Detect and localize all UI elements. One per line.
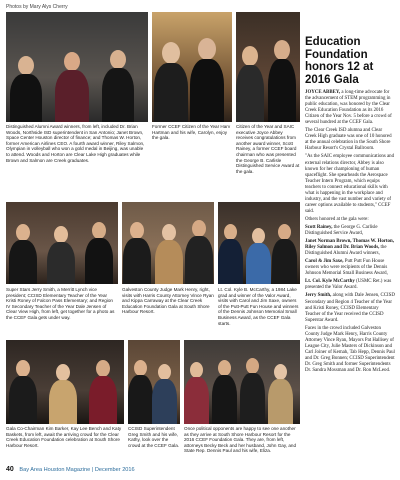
article-paragraph xyxy=(305,217,395,223)
paragraph-lead: Jerry Smith, xyxy=(305,293,332,299)
caption-super-stars: Super Stars Jerry Smith, a Merritt Lynch vice president; CCISD Elementary Teacher of the Year Kristi Roney of Falcon Pass Elementary; and Region IV Secondary Teacher of the Year Dale Jensen of Clear View High, from left, get together for a photo as the CCEF Gala gets under way. xyxy=(6,287,115,320)
article-paragraph xyxy=(305,90,395,126)
photo-hartman-couple xyxy=(152,12,232,122)
paragraph-text: Others honored at the gala were: xyxy=(305,216,369,222)
footer-separator: | xyxy=(91,467,94,473)
article-paragraph xyxy=(305,326,395,374)
photo-super-stars xyxy=(6,202,118,284)
paragraph-lead: JOYCE ABBEY, xyxy=(305,90,341,95)
paragraph-text: along with Dale Jensen, CCISD Secondary and Region 4 Teacher of the Year and Kristi Roney, CCISD Elementary Teacher of the Year received the CCISD Superstar Award. xyxy=(305,293,395,323)
photo-gala-co-chairmen xyxy=(6,340,124,424)
caption-hartman-couple: Former CCEF Citizen of the Year Harv Hartman and his wife, Carolyn, enjoy the gala. xyxy=(152,124,231,141)
page-footer xyxy=(6,466,135,473)
article-paragraph xyxy=(305,225,395,237)
article-body xyxy=(305,90,395,374)
paragraph-text: "As the SAIC employee communications and external relations director, Abbey is also known for her championing of human spaceflight. She spearheads the Aerospace Teacher Intern Program, which equips teachers to connect educational skills with what is happening in the workplace and industry, and the vast number and variety of career options available to students," CCEF said. xyxy=(305,154,395,214)
photo-political-opponents xyxy=(184,340,300,424)
article-paragraph xyxy=(305,259,395,277)
article-paragraph xyxy=(305,293,395,323)
paragraph-text: The Clear Creek ISD alumna and Clear Creek High graduate was one of 10 honored at the annual celebration in the South Shore Harbour Resort's Crystal Ballroom. xyxy=(305,128,392,152)
photo-smith-couple xyxy=(128,340,180,424)
paragraph-lead: Scott Rainey, xyxy=(305,224,333,230)
paragraph-lead: Carol & Jim Saxe, xyxy=(305,259,344,265)
paragraph-text: the George G. Carlisle Distinguished Service Award, xyxy=(305,224,378,237)
article-paragraph xyxy=(305,279,395,291)
photo-alumni-award-winners xyxy=(6,12,148,122)
caption-abbey-rainey: Citizen of the Year and SAIC executive Joyce Abbey receives congratulations from another award winner, Scott Rainey, a former CCEF board chairman who was presented the George B. Carlisle Distinguished Service Award at the gala. xyxy=(236,124,300,174)
page-number: 40 xyxy=(6,466,14,473)
paragraph-text: the Distinguished Alumni Award winners, xyxy=(305,245,387,257)
caption-mccarthy-saxe: Lt. Col. Kyle B. McCarthy, a 1984 Lake grad and winner of the Valor Award, visits with Carol and Jim Saxe, owners of the Putt-Putt Fun House and winners of the Dennis Johnson Memorial Small Business Award, as the CCEF Gala starts. xyxy=(218,287,299,326)
paragraph-text: Faces in the crowd included Galveston County Judge Mark Henry, Harris County Attorney Vince Ryan, Mayors Pat Hallisey of League City, Julie Masters of Dickinson and Carl Joiner of Kemah, Tab Hepp, Dennis Paul and Dr. Greg Bonnen; CCISD Superintendent Dr. Greg Smith and former Superintendents Dr. Sandra Mossman and Dr. Ron McLeod. xyxy=(305,325,395,374)
paragraph-text: a long-time advocate for the advancement of STEM programming in public education, was honored by the Clear Creek Education Foundation as its 2016 Citizen of the Year Nov. 5 before a crowd of several hundred at the CCEF Gala. xyxy=(305,90,392,126)
article-headline: Education Foundation honors 12 at 2016 Gala xyxy=(305,36,374,86)
paragraph-text: (USMC Ret.) was presented the Valor Award. xyxy=(305,279,392,291)
caption-alumni-award-winners: Distinguished Alumni Award winners, from left, included Dr. Brian Woods, Northside ISD superintendent in San Antonio; Janet Brown, Space Center Houston director of finance; and Thomas W. Horton, former American Airlines CEO. A fourth award winner, Riley Salmon, Olympian in volleyball who won a gold medal in Beijing, was unable to attend. Woods and Horton are Clear Lake High graduates while Brown and Salmon are Creek graduates. xyxy=(6,124,145,163)
article-paragraph xyxy=(305,154,395,214)
caption-gala-co-chairmen: Gala Co-Chairman Kim Barker, Kay Lee Bench and Katy Baskets, from left, await the arriving crowd for the Clear Creek Education Foundation celebration at South Shore Harbour Resort. xyxy=(6,426,122,448)
photo-mccarthy-saxe xyxy=(218,202,300,284)
article xyxy=(305,36,395,376)
photo-credit: Photos by Mary Alys Cherry xyxy=(6,4,68,10)
article-paragraph xyxy=(305,239,395,257)
photo-henry-ryan-carraway xyxy=(122,202,214,284)
paragraph-text: Putt Putt Fun House owners who were recipients of the Dennis Johnson Memorial Small Business Award, xyxy=(305,259,388,277)
publication-name: Bay Area Houston Magazine xyxy=(19,467,91,473)
photo-abbey-rainey xyxy=(236,12,300,122)
paragraph-lead: Janet Norman Brown, Thomas W. Horton, Riley Salmon and Dr. Brian Woods, xyxy=(305,239,394,251)
paragraph-lead: Lt. Col. Kyle McCarthy xyxy=(305,279,355,285)
caption-political-opponents: Once political opponents are happy to see one another as they arrive at South Shore Harbour Resort for the 2016 CCEF Foundation Gala. They are, from left, attorneys Becky Beck and her husband, John Gay, and State Rep. Dennis Paul and his wife, Eliza. xyxy=(184,426,297,454)
caption-smith-couple: CCISD Superintendent Greg Smith and his wife, Kathy, look over the crowd at the CCEF Gala. xyxy=(128,426,180,448)
issue-date: December 2016 xyxy=(94,467,135,473)
article-paragraph xyxy=(305,128,395,152)
caption-henry-ryan-carraway: Galveston County Judge Mark Henry, right, visits with Harris County Attorney Vince Ryan and Kippa Carraway at the Clear Creek Education Foundation Gala at South Shore Harbour Resort. xyxy=(122,287,214,315)
